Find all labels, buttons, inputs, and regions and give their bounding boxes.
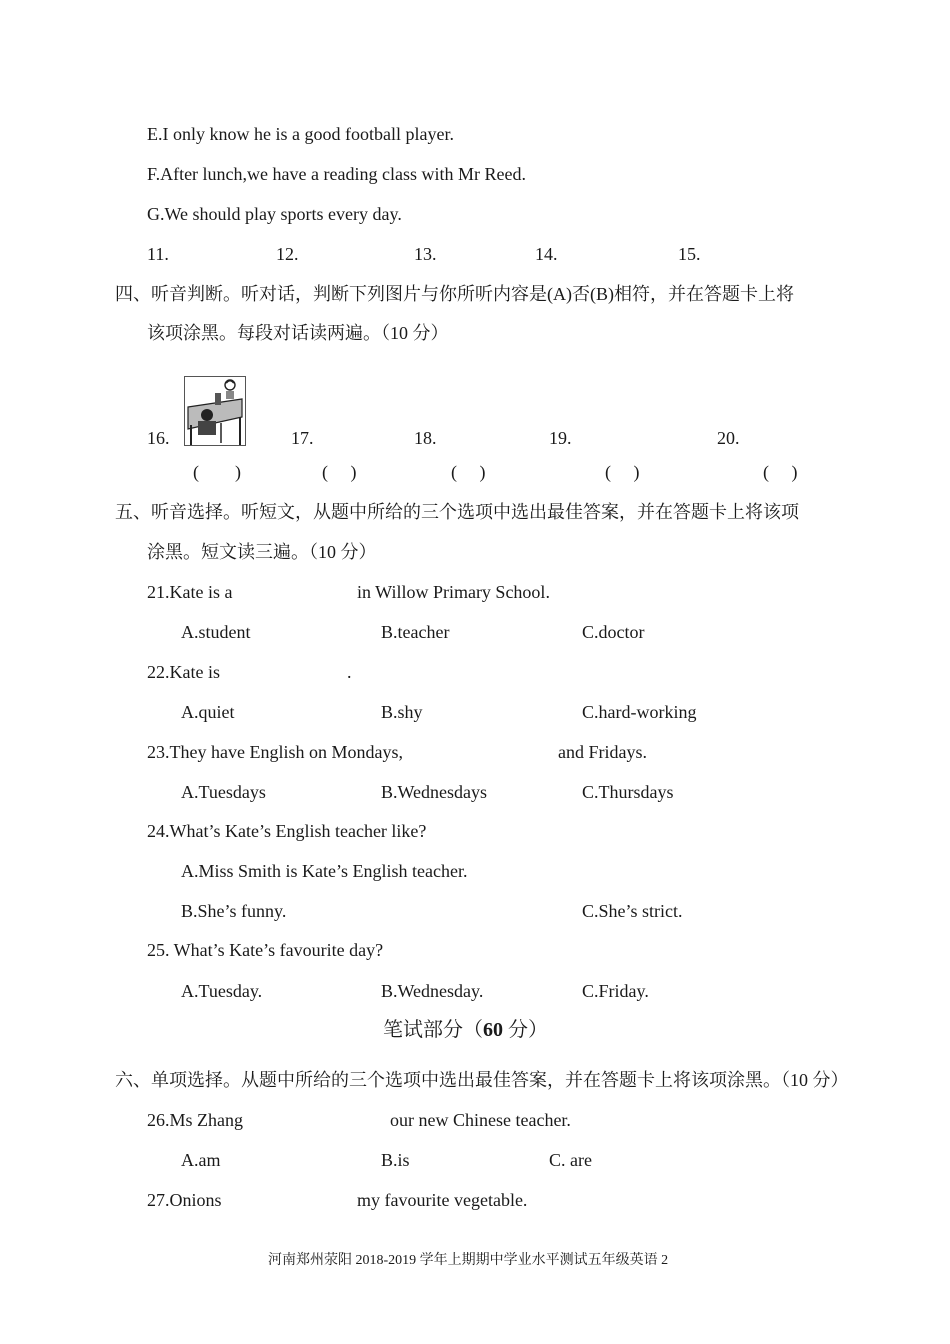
q25-option-b: B.Wednesday. [381, 981, 484, 1001]
q24-option-a: A.Miss Smith is Kate’s English teacher. [181, 861, 468, 881]
section4-instruction-line1: 四、听音判断。听对话，判断下列图片与你所听内容是(A)否(B)相符，并在答题卡上将 [115, 284, 794, 304]
answer-bracket-16: ( ) [193, 462, 241, 482]
answer-bracket-18: ( ) [451, 462, 486, 482]
section6-instruction: 六、单项选择。从题中所给的三个选项中选出最佳答案，并在答题卡上将该项涂黑。（10 分） [115, 1070, 849, 1090]
q22-option-c: C.hard-working [582, 702, 697, 722]
answer-bracket-19: ( ) [605, 462, 640, 482]
answer-number-13: 13. [414, 244, 437, 264]
written-part-title-unit: 分） [503, 1019, 548, 1041]
q23-option-a: A.Tuesdays [181, 782, 266, 802]
q25-question: 25. What’s Kate’s favourite day? [147, 940, 384, 960]
q23-option-b: B.Wednesdays [381, 782, 488, 802]
q21-stem-start: 21.Kate is a [147, 582, 233, 602]
page-footer: 河南郑州荥阳 2018-2019 学年上期期中学业水平测试五年级英语 2 [268, 1253, 669, 1268]
q26-option-b: B.is [381, 1150, 410, 1170]
q21-option-b: B.teacher [381, 622, 450, 642]
section4-instruction-line2: 该项涂黑。每段对话读两遍。（10 分） [147, 323, 449, 343]
q24-option-c: C.She’s strict. [582, 901, 683, 921]
q26-option-c: C. are [549, 1150, 592, 1170]
answer-number-11: 11. [147, 244, 169, 264]
q26-stem-end: our new Chinese teacher. [390, 1110, 571, 1130]
picture-number-18: 18. [414, 428, 437, 448]
q24-option-b: B.She’s funny. [181, 901, 287, 921]
written-part-title-text: 笔试部分（ [383, 1019, 483, 1041]
answer-number-15: 15. [678, 244, 701, 264]
answer-bracket-17: ( ) [322, 462, 357, 482]
q25-option-c: C.Friday. [582, 981, 649, 1001]
picture-number-16: 16. [147, 428, 170, 448]
answer-bracket-20: ( ) [763, 462, 798, 482]
picture-number-17: 17. [291, 428, 314, 448]
q22-option-a: A.quiet [181, 702, 235, 722]
q22-stem-end: . [347, 662, 352, 682]
answer-number-12: 12. [276, 244, 299, 264]
option-f: F.After lunch,we have a reading class with Mr Reed. [147, 164, 526, 184]
q27-stem-end: my favourite vegetable. [357, 1190, 528, 1210]
q21-option-c: C.doctor [582, 622, 645, 642]
written-part-title [383, 1019, 548, 1041]
q27-stem-start: 27.Onions [147, 1190, 222, 1210]
q24-question: 24.What’s Kate’s English teacher like? [147, 821, 427, 841]
q26-option-a: A.am [181, 1150, 221, 1170]
q22-option-b: B.shy [381, 702, 423, 722]
option-g: G.We should play sports every day. [147, 204, 402, 224]
q25-option-a: A.Tuesday. [181, 981, 263, 1001]
q22-stem-start: 22.Kate is [147, 662, 220, 682]
picture-number-19: 19. [549, 428, 572, 448]
section5-instruction-line2: 涂黑。短文读三遍。（10 分） [147, 542, 377, 562]
picture-number-20: 20. [717, 428, 740, 448]
answer-number-14: 14. [535, 244, 558, 264]
q21-option-a: A.student [181, 622, 251, 642]
q23-option-c: C.Thursdays [582, 782, 674, 802]
q23-stem-end: and Fridays. [558, 742, 647, 762]
option-e: E.I only know he is a good football player. [147, 124, 454, 144]
section5-instruction-line1: 五、听音选择。听短文，从题中所给的三个选项中选出最佳答案，并在答题卡上将该项 [115, 502, 799, 522]
classroom-picture [184, 376, 246, 446]
q23-stem-start: 23.They have English on Mondays, [147, 742, 403, 762]
q21-stem-end: in Willow Primary School. [357, 582, 550, 602]
written-part-score: 60 [483, 1019, 503, 1041]
q26-stem-start: 26.Ms Zhang [147, 1110, 243, 1130]
